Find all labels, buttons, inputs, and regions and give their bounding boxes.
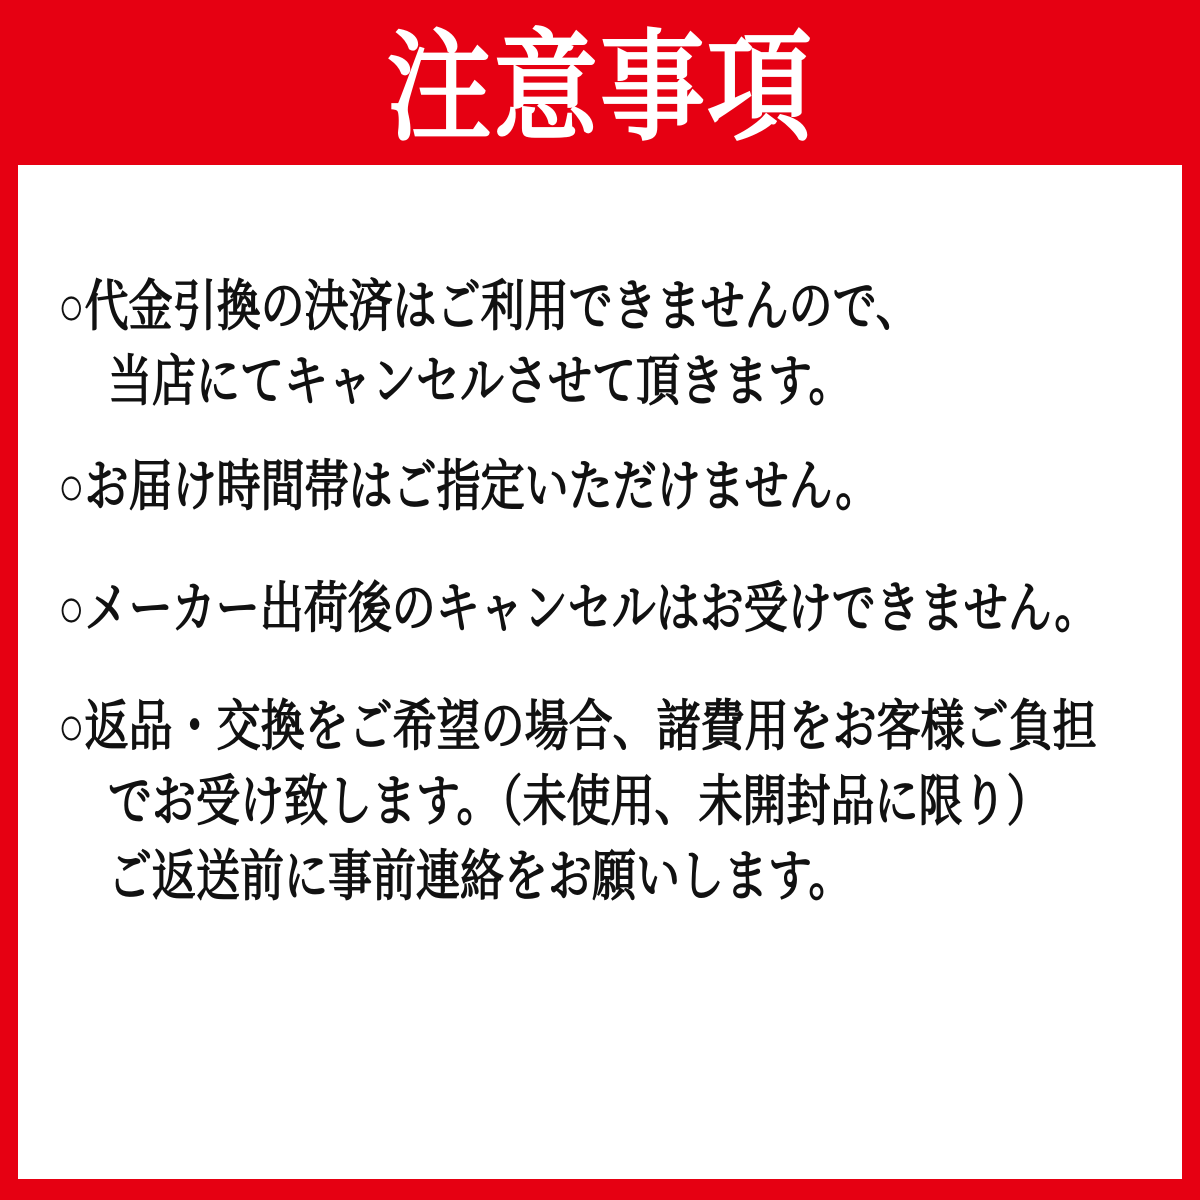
notice-item-1-line-2 (108, 350, 853, 412)
notice-item-4-line-2 (108, 770, 1051, 832)
notice-text: 返品・交換をご希望の場合、諸費用をお客様ご負担 (84, 695, 1097, 757)
notice-item-4-line-1 (58, 695, 1097, 757)
circle-marker: ○ (58, 577, 85, 639)
page-title: 注意事項 (386, 20, 814, 155)
circle-marker: ○ (58, 455, 85, 517)
notice-text: 代金引換の決済はご利用できませんので、 (84, 275, 920, 337)
title-band (0, 0, 1200, 165)
notice-text: お届け時間帯はご指定いただけません。 (84, 455, 880, 517)
notice-text: ご返送前に事前連絡をお願いします。 (108, 845, 853, 907)
circle-marker: ○ (58, 275, 85, 337)
notice-item-3-line-1 (58, 577, 1099, 639)
notice-text: メーカー出荷後のキャンセルはお受けできません。 (84, 577, 1099, 639)
notice-text: でお受け致します。（未使用、未開封品に限り） (108, 770, 1051, 832)
notice-item-2-line-1 (58, 455, 880, 517)
circle-marker: ○ (58, 695, 85, 757)
notice-item-4-line-3 (108, 845, 853, 907)
notice-item-1-line-1 (58, 275, 920, 337)
notice-text: 当店にてキャンセルさせて頂きます。 (108, 350, 853, 412)
notice-panel (18, 165, 1182, 1179)
